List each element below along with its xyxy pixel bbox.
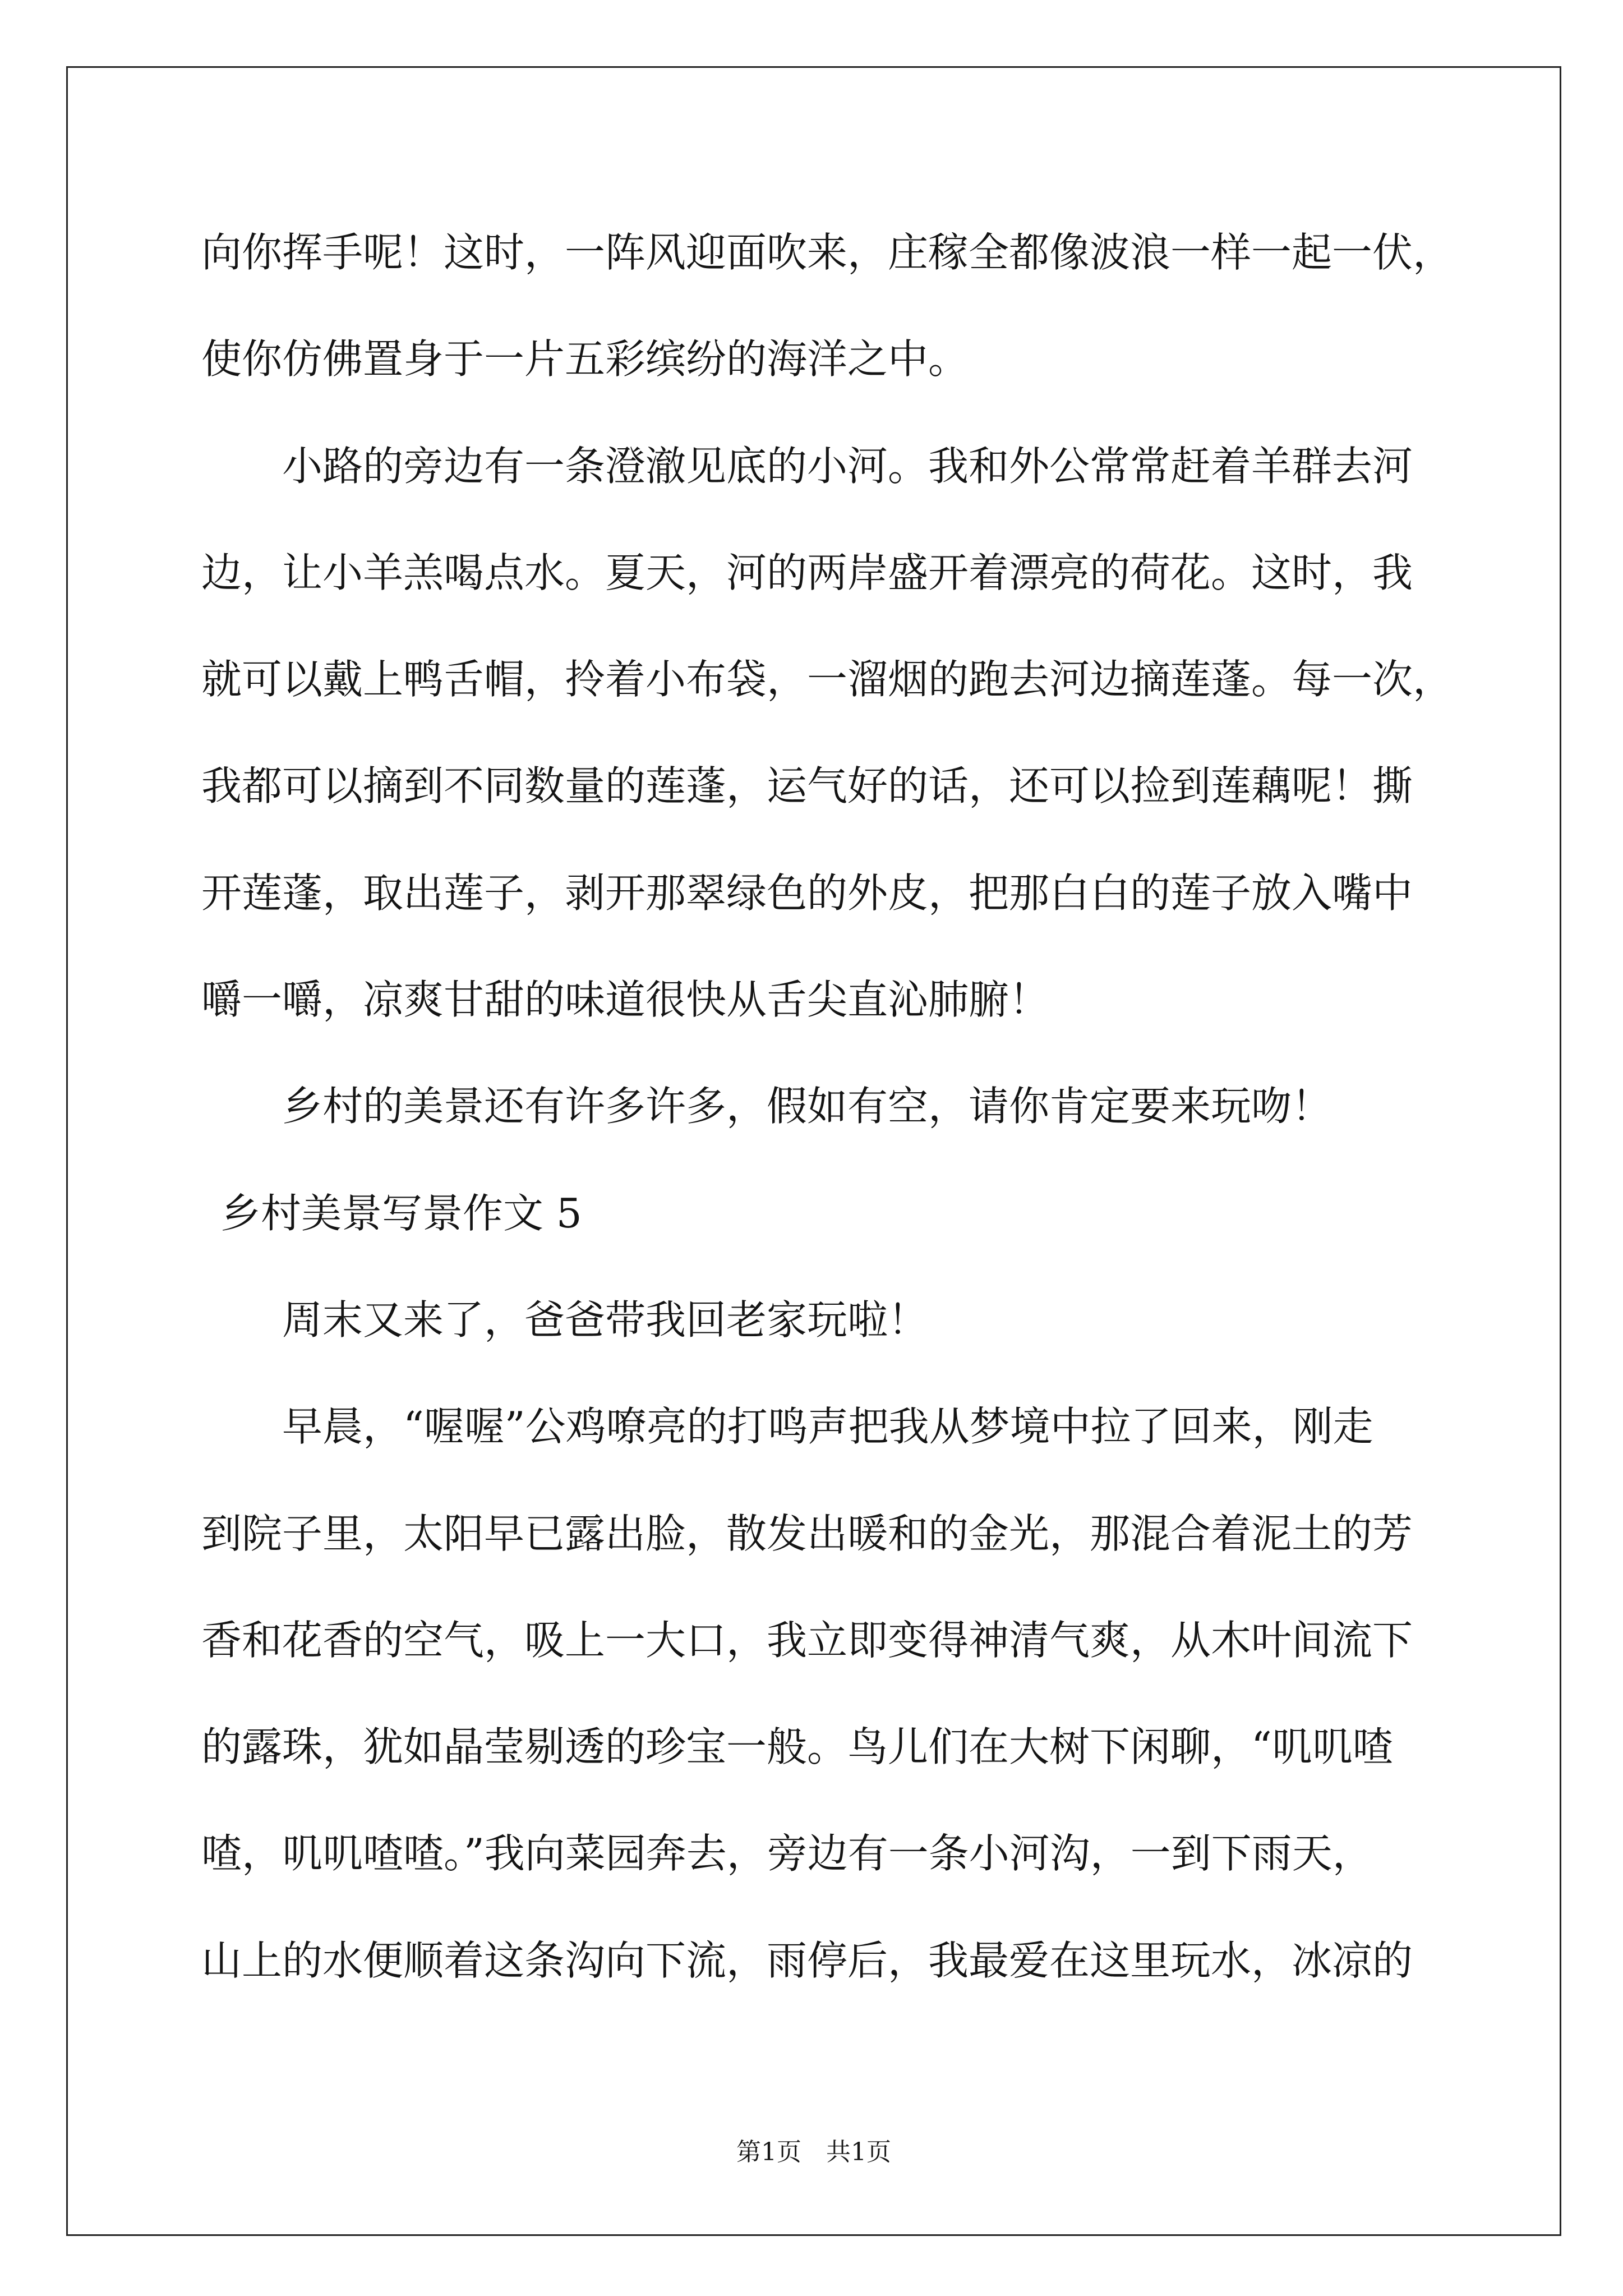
paragraph — [201, 1373, 1458, 2014]
text-line: 乡村的美景还有许多许多，假如有空，请你肯定要来玩吻！ — [282, 1083, 1332, 1130]
paragraph — [201, 413, 1458, 1053]
text-line: 开莲蓬，取出莲子，剥开那翠绿色的外皮，把那白白的莲子放入嘴中 — [201, 869, 1413, 917]
body-text — [201, 199, 1458, 2014]
text-line: 向你挥手呢！这时，一阵风迎面吹来，庄稼全都像波浪一样一起一伏， — [201, 229, 1454, 276]
paragraph — [201, 1053, 1458, 1159]
text-line: 嚼一嚼，凉爽甘甜的味道很快从舌尖直沁肺腑！ — [201, 976, 1050, 1024]
text-line: 的露珠，犹如晶莹剔透的珍宝一般。鸟儿们在大树下闲聊，“叽叽喳 — [201, 1723, 1393, 1771]
text-line: 小路的旁边有一条澄澈见底的小河。我和外公常常赶着羊群去河 — [282, 442, 1413, 490]
text-line: 山上的水便顺着这条沟向下流，雨停后，我最爱在这里玩水，冰凉的 — [201, 1936, 1413, 1984]
page-footer — [66, 2136, 1561, 2169]
page-indicator: 第1页 共1页 — [736, 2138, 891, 2166]
paragraph — [201, 1267, 1458, 1373]
text-line: 喳，叽叽喳喳。”我向菜园奔去，旁边有一条小河沟，一到下雨天， — [201, 1830, 1373, 1878]
text-line: 就可以戴上鸭舌帽，拎着小布袋，一溜烟的跑去河边摘莲蓬。每一次， — [201, 656, 1454, 703]
text-line: 边，让小羊羔喝点水。夏天，河的两岸盛开着漂亮的荷花。这时，我 — [201, 549, 1413, 596]
text-line: 周末又来了，爸爸带我回老家玩啦！ — [282, 1296, 929, 1343]
text-line: 使你仿佛置身于一片五彩缤纷的海洋之中。 — [201, 335, 969, 383]
text-line: 早晨，“喔喔”公鸡嘹亮的打鸣声把我从梦境中拉了回来，刚走 — [282, 1403, 1373, 1451]
text-line: 我都可以摘到不同数量的莲蓬，运气好的话，还可以捡到莲藕呢！撕 — [201, 762, 1413, 810]
text-line: 到院子里，太阳早已露出脸，散发出暖和的金光，那混合着泥土的芳 — [201, 1510, 1413, 1557]
section-heading: 乡村美景写景作文 5 — [220, 1189, 582, 1237]
text-line: 香和花香的空气，吸上一大口，我立即变得神清气爽，从木叶间流下 — [201, 1616, 1413, 1664]
paragraph — [201, 199, 1458, 413]
